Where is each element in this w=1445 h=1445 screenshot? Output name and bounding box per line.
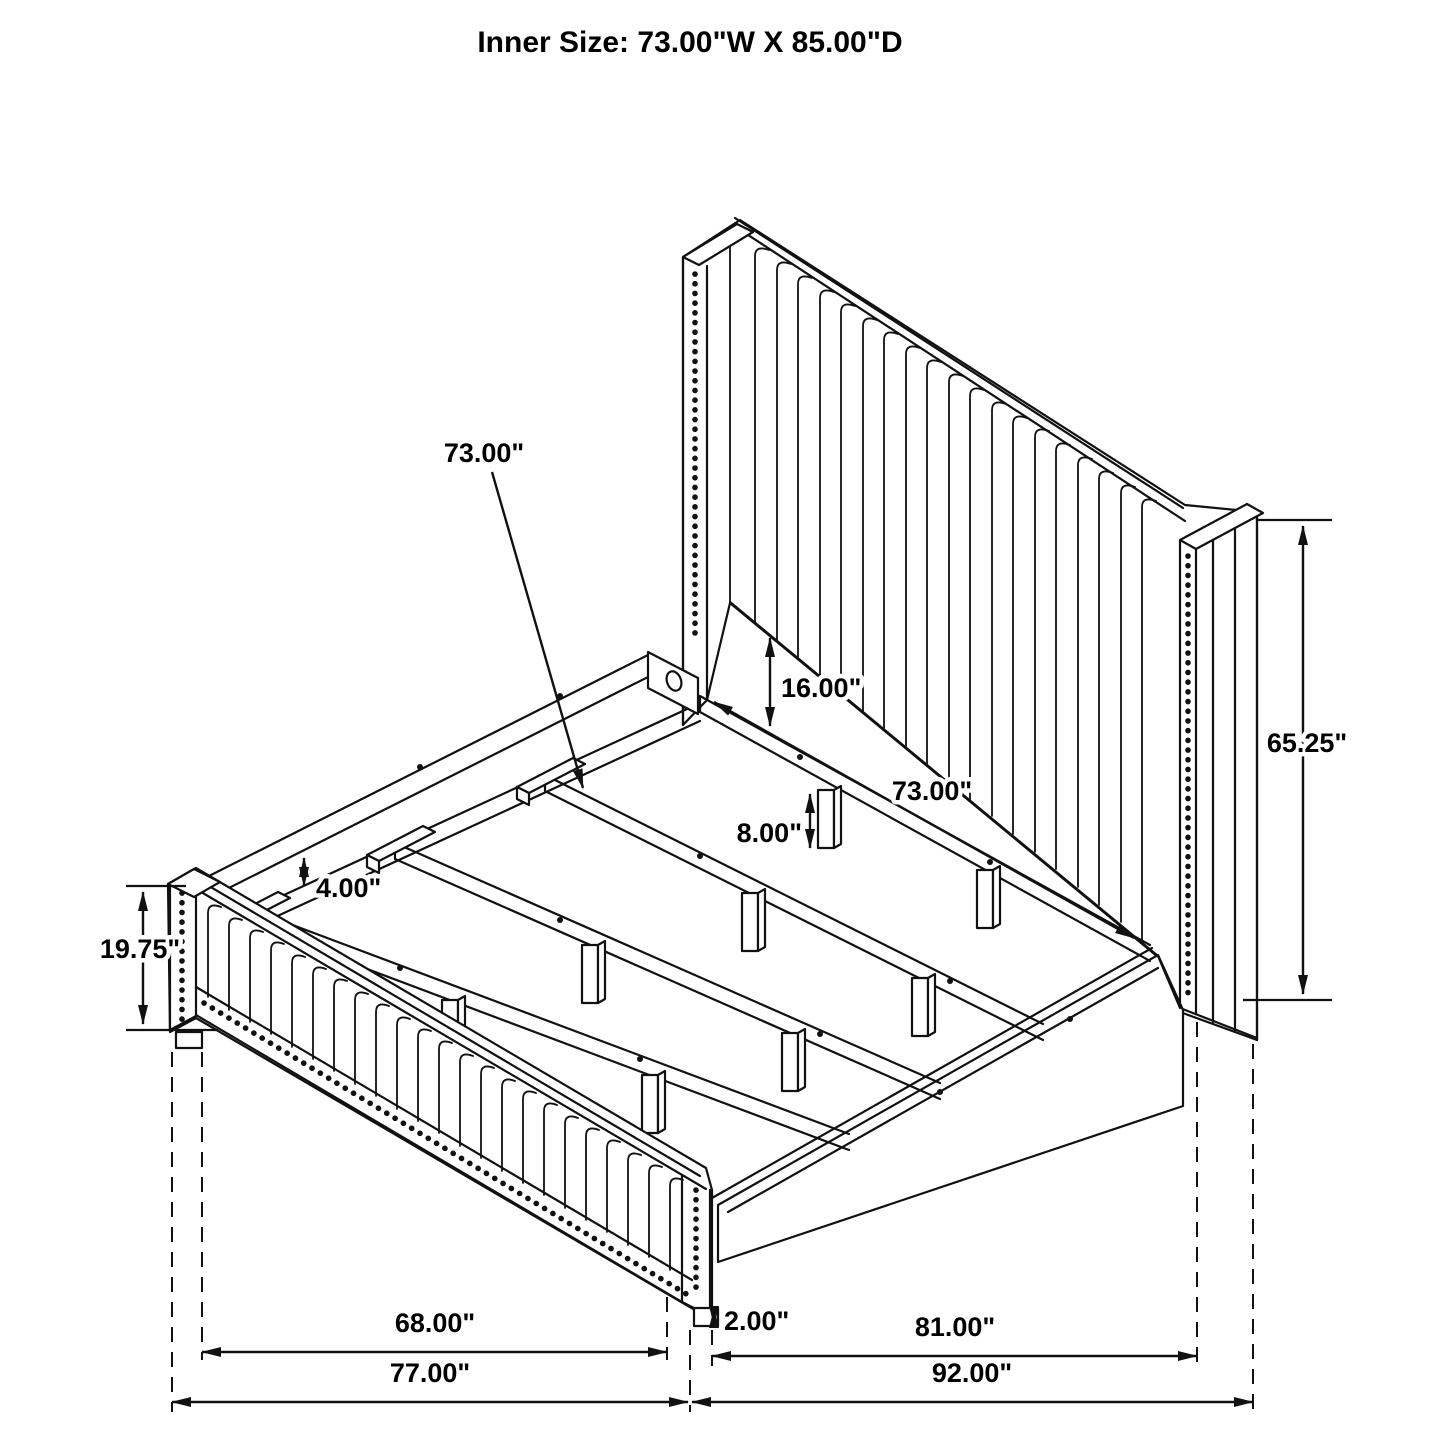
dim-label-foot-glide-height: 2.00" bbox=[724, 1306, 790, 1336]
dim-footboard-outer-width bbox=[172, 1358, 688, 1402]
footboard bbox=[168, 868, 718, 1326]
dim-label-footboard-height: 19.75" bbox=[99, 934, 181, 964]
support-leg bbox=[977, 866, 1000, 928]
dim-label-headboard-height: 65.25" bbox=[1266, 728, 1348, 758]
dim-foot-glide-height bbox=[714, 1306, 789, 1336]
slat-end-blocks bbox=[222, 758, 585, 939]
dim-label-frame-outer-length: 92.00" bbox=[931, 1358, 1013, 1388]
dim-label-frame-inner-length: 81.00" bbox=[914, 1312, 996, 1342]
left-side-rails bbox=[205, 655, 700, 931]
support-leg bbox=[912, 974, 935, 1036]
support-leg bbox=[782, 1029, 805, 1091]
support-leg bbox=[642, 1071, 665, 1133]
dim-label-headboard-clearance: 16.00" bbox=[781, 673, 862, 703]
screw-dot bbox=[417, 764, 423, 770]
headboard bbox=[683, 218, 1263, 1040]
dim-label-rail-offset: 4.00" bbox=[316, 873, 382, 903]
dim-footboard-inner-width bbox=[202, 1308, 667, 1352]
screw-dot bbox=[1067, 1016, 1073, 1022]
right-side-rail bbox=[712, 948, 1183, 1262]
page-title: Inner Size: 73.00"W X 85.00"D bbox=[477, 26, 903, 59]
dim-label-footboard-outer-width: 77.00" bbox=[389, 1358, 471, 1388]
dim-support-leg-height bbox=[737, 794, 810, 848]
support-leg bbox=[818, 786, 841, 848]
dim-label-footboard-inner-width: 68.00" bbox=[394, 1308, 476, 1338]
dim-frame-outer-length bbox=[692, 1358, 1253, 1402]
slat-2 bbox=[545, 775, 1043, 1040]
support-leg bbox=[582, 941, 605, 1003]
dim-label-slat-width: 73.00" bbox=[891, 776, 973, 806]
screw-dot bbox=[937, 1089, 943, 1095]
dim-slat-width-leader bbox=[444, 438, 583, 788]
dim-label-slat-width-leader: 73.00" bbox=[443, 438, 525, 468]
dim-label-support-leg-height: 8.00" bbox=[736, 818, 802, 848]
dim-headboard-height bbox=[1243, 520, 1347, 1000]
footboard-left-foot bbox=[176, 1032, 202, 1048]
support-leg bbox=[742, 889, 765, 951]
